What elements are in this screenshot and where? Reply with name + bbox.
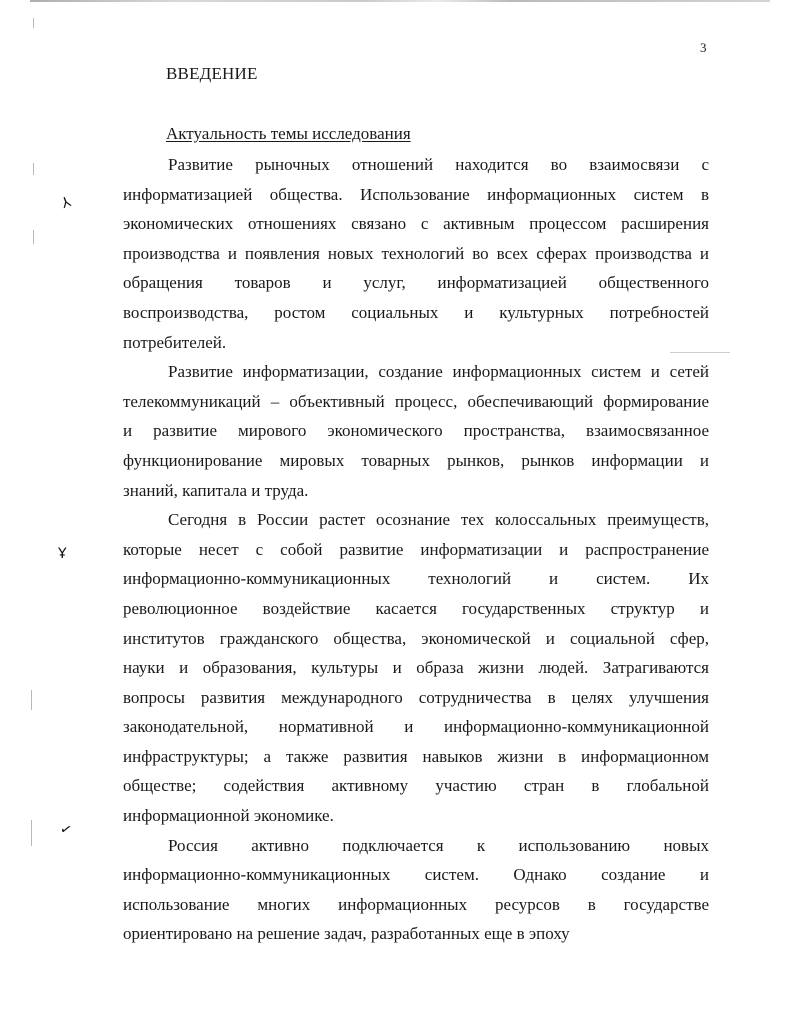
punch-mark-icon: ✓ bbox=[58, 820, 74, 840]
text-line: и развитие мирового экономического пространства, взаимосвязанное bbox=[123, 421, 709, 441]
scan-artifact bbox=[33, 163, 34, 175]
text-line: институтов гражданского общества, экономической и социальной сфер, bbox=[123, 628, 709, 648]
paragraph bbox=[123, 357, 709, 505]
punch-mark-icon: Ұ bbox=[58, 546, 67, 562]
text-line: информационно-коммуникационных систем. Однако создание и bbox=[123, 865, 709, 885]
scan-artifact bbox=[31, 820, 32, 846]
text-line: знаний, капитала и труда. bbox=[123, 480, 309, 500]
scan-artifact bbox=[33, 230, 34, 244]
scan-edge-top bbox=[30, 0, 770, 2]
text-line: информатизацией общества. Использование информационных систем в bbox=[123, 184, 709, 204]
text-line: воспроизводства, ростом социальных и культурных потребностей bbox=[123, 302, 709, 322]
text-line: телекоммуникаций – объективный процесс, обеспечивающий формирование bbox=[123, 391, 709, 411]
document-body bbox=[123, 150, 709, 949]
paragraph bbox=[123, 150, 709, 357]
page-number: 3 bbox=[700, 40, 707, 55]
text-line: Развитие информатизации, создание информационных систем и сетей bbox=[168, 362, 709, 382]
text-line: ориентировано на решение задач, разработанных еще в эпоху bbox=[123, 924, 570, 944]
text-line: вопросы развития международного сотрудничества в целях улучшения bbox=[123, 687, 709, 707]
text-line: использование многих информационных ресурсов в государстве bbox=[123, 894, 709, 914]
text-line: экономических отношениях связано с активным процессом расширения bbox=[123, 214, 709, 234]
punch-mark-icon: ⅄ bbox=[59, 194, 74, 212]
paragraph bbox=[123, 505, 709, 831]
text-line: обществе; содействия активному участию стран в глобальной bbox=[123, 776, 709, 796]
section-heading: ВВЕДЕНИЕ bbox=[166, 64, 258, 83]
scan-artifact bbox=[33, 18, 34, 28]
text-line: Сегодня в России растет осознание тех колоссальных преимуществ, bbox=[168, 510, 709, 530]
text-line: потребителей. bbox=[123, 332, 227, 352]
text-line: Развитие рыночных отношений находится во взаимосвязи с bbox=[168, 155, 709, 174]
text-line: которые несет с собой развитие информатизации и распространение bbox=[123, 539, 709, 559]
text-line: Россия активно подключается к использованию новых bbox=[168, 835, 709, 855]
text-line: революционное воздействие касается государственных структур и bbox=[123, 598, 709, 618]
text-line: информационно-коммуникационных технологий и систем. Их bbox=[123, 569, 709, 589]
text-line: обращения товаров и услуг, информатизацией общественного bbox=[123, 273, 709, 293]
section-subheading: Актуальность темы исследования bbox=[166, 124, 411, 143]
text-line: законодательной, нормативной и информационно-коммуникационной bbox=[123, 717, 709, 737]
paragraph bbox=[123, 831, 709, 949]
scan-artifact bbox=[31, 690, 32, 710]
text-line: инфраструктуры; а также развития навыков жизни в информационном bbox=[123, 746, 709, 766]
text-line: науки и образования, культуры и образа жизни людей. Затрагиваются bbox=[123, 658, 709, 678]
text-line: функционирование мировых товарных рынков, рынков информации и bbox=[123, 450, 709, 470]
text-line: производства и появления новых технологий во всех сферах производства и bbox=[123, 243, 709, 263]
text-line: информационной экономике. bbox=[123, 806, 334, 826]
